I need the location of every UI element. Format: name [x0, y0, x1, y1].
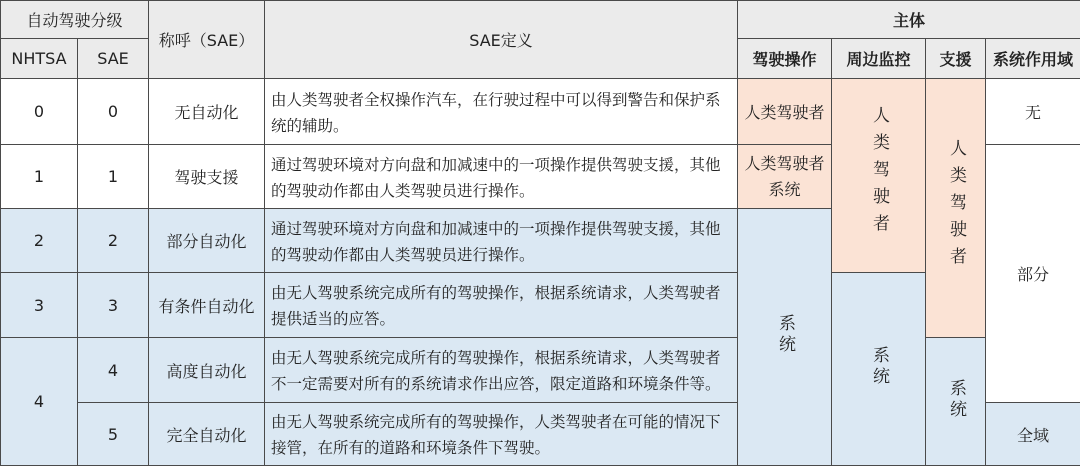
domain-full-cell: 全域	[986, 403, 1080, 466]
level-name-cell: 有条件自动化	[149, 273, 265, 338]
definition-text: 由无人驾驶系统完成所有的驾驶操作，根据系统请求，人类驾驶者不一定需要对所有的系统请求作出应答，限定道路和环境条件等。	[271, 349, 721, 393]
nhtsa-header: NHTSA	[1, 39, 78, 79]
monitoring-system-cell	[832, 273, 926, 466]
subject-header: 主体	[738, 1, 1080, 39]
definition-text: 通过驾驶环境对方向盘和加减速中的一项操作提供驾驶支援，其他的驾驶动作都由人类驾驶员进行操作。	[271, 155, 721, 200]
definition-cell	[265, 145, 738, 209]
definition-cell	[265, 79, 738, 145]
level-name-cell: 驾驶支援	[149, 145, 265, 209]
definition-cell	[265, 403, 738, 466]
definition-header: SAE定义	[265, 1, 738, 79]
definition-text: 由无人驾驶系统完成所有的驾驶操作，根据系统请求，人类驾驶者提供适当的应答。	[271, 284, 721, 328]
name-header: 称呼（SAE）	[149, 1, 265, 79]
domain-partial-cell: 部分	[986, 145, 1080, 403]
nhtsa-cell: 2	[1, 209, 78, 273]
monitoring-system-text: 系统	[869, 346, 890, 388]
definition-text: 由无人驾驶系统完成所有的驾驶操作，人类驾驶者在可能的情况下接管，在所有的道路和环境条件下驾驶。	[271, 413, 721, 457]
monitoring-human-text: 人类驾驶者	[869, 106, 890, 241]
definition-cell	[265, 273, 738, 338]
definition-text: 由人类驾驶者全权操作汽车，在行驶过程中可以得到警告和保护系统的辅助。	[271, 90, 721, 135]
operation-system-cell	[738, 209, 832, 466]
nhtsa-cell: 3	[1, 273, 78, 338]
sae-cell: 2	[78, 209, 149, 273]
definition-text: 通过驾驶环境对方向盘和加减速中的一项操作提供驾驶支援，其他的驾驶动作都由人类驾驶员进行操作。	[271, 219, 721, 264]
sae-cell: 1	[78, 145, 149, 209]
support-system-text: 系统	[946, 378, 967, 421]
definition-cell	[265, 209, 738, 273]
definition-cell	[265, 338, 738, 403]
operation-header: 驾驶操作	[738, 39, 832, 79]
level-name-cell: 高度自动化	[149, 338, 265, 403]
monitoring-human-cell	[832, 79, 926, 273]
sae-cell: 5	[78, 403, 149, 466]
operation-human-cell: 人类驾驶者	[738, 79, 832, 145]
level-name-cell: 完全自动化	[149, 403, 265, 466]
level-name-cell: 部分自动化	[149, 209, 265, 273]
level-group-header: 自动驾驶分级	[1, 1, 149, 39]
domain-header: 系统作用域	[986, 39, 1080, 79]
operation-mixed-cell: 人类驾驶者系统	[738, 145, 832, 209]
domain-none-cell: 无	[986, 79, 1080, 145]
support-system-cell	[926, 338, 986, 466]
support-human-cell	[926, 79, 986, 338]
sae-cell: 3	[78, 273, 149, 338]
nhtsa-cell: 4	[1, 338, 78, 466]
support-human-text: 人类驾驶者	[946, 138, 967, 274]
support-header: 支援	[926, 39, 986, 79]
nhtsa-cell: 0	[1, 79, 78, 145]
monitoring-header: 周边监控	[832, 39, 926, 79]
sae-header: SAE	[78, 39, 149, 79]
sae-cell: 4	[78, 338, 149, 403]
level-name-cell: 无自动化	[149, 79, 265, 145]
operation-system-text: 系统	[775, 314, 796, 356]
nhtsa-cell: 1	[1, 145, 78, 209]
sae-cell: 0	[78, 79, 149, 145]
